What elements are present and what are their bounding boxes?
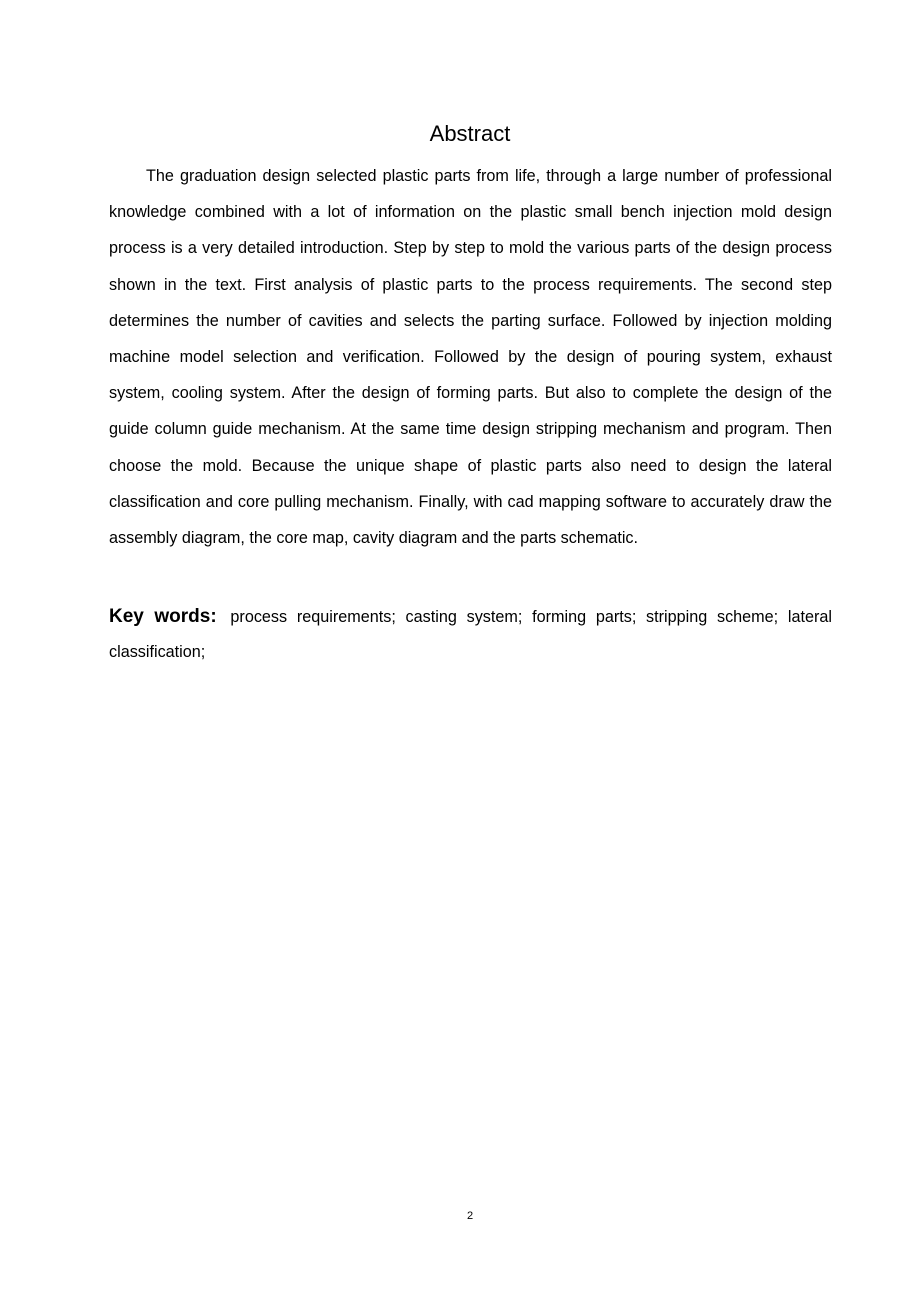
keywords-label: Key words: xyxy=(109,606,217,627)
keywords-paragraph xyxy=(109,599,832,670)
page-number: 2 xyxy=(466,1210,474,1222)
keywords-list: process requirements; casting system; forming parts; stripping scheme; lateral classification; xyxy=(109,608,833,661)
abstract-paragraph: The graduation design selected plastic parts from life, through a large number of professional knowledge combined with a lot of information on the plastic small bench injection mold design process is a very detailed introduction. Step by step to mold the various parts of the design process shown in the text. First analysis of plastic parts to the process requirements. The second step determines the number of cavities and selects the parting surface. Followed by injection molding machine model selection and verification. Followed by the design of pouring system, exhaust system, cooling system. After the design of forming parts. But also to complete the design of the guide column guide mechanism. At the same time design stripping mechanism and program. Then choose the mold. Because the unique shape of plastic parts also need to design the lateral classification and core pulling mechanism. Finally, with cad mapping software to accurately draw the assembly diagram, the core map, cavity diagram and the parts schematic. xyxy=(109,167,832,548)
page-title: Abstract xyxy=(429,121,511,146)
